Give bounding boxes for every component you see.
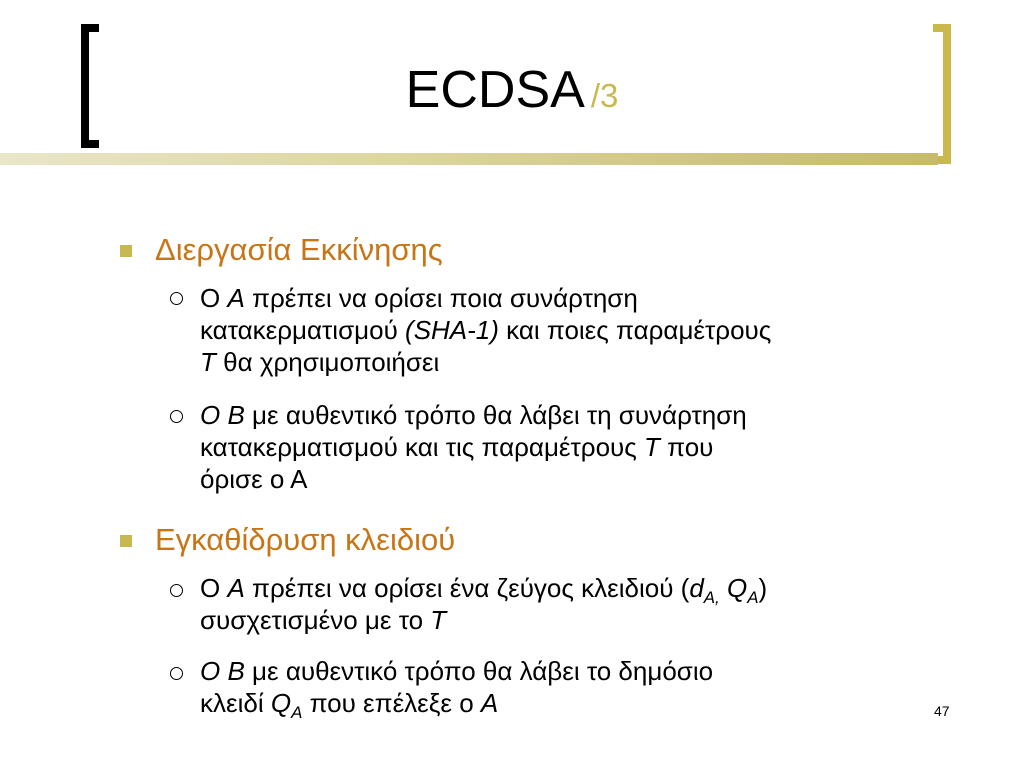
- circle-bullet-icon: [170, 292, 183, 305]
- text-segment: κλειδί: [200, 688, 271, 718]
- text-segment: συσχετισμένο με το: [200, 605, 431, 635]
- sub-bullet-text: [200, 399, 960, 495]
- sub-bullet-text: [200, 655, 960, 722]
- text-line: [200, 399, 960, 431]
- title-text: ECDSA: [405, 61, 585, 119]
- text-segment: Ο: [200, 573, 228, 603]
- circle-bullet-icon: [170, 667, 183, 680]
- text-segment: πρέπει να ορίσει ένα ζεύγος κλειδιού (: [244, 573, 690, 603]
- section-heading: Εγκαθίδρυση κλειδιού: [155, 522, 456, 557]
- text-segment: A: [291, 702, 303, 722]
- slide-title: [0, 58, 1024, 128]
- text-segment: Ο B: [200, 400, 245, 430]
- text-line: [200, 346, 960, 378]
- text-line: [200, 314, 960, 346]
- text-segment: (SHA-1): [405, 315, 499, 345]
- text-segment: με αυθεντικό τρόπο θα λάβει το δημόσιο: [244, 656, 714, 686]
- text-segment: κατακερματισμού: [200, 315, 406, 345]
- text-segment: που: [659, 432, 714, 462]
- text-line: [200, 572, 960, 607]
- text-segment: [720, 573, 727, 603]
- text-segment: A,: [703, 587, 720, 607]
- text-segment: T: [200, 347, 216, 377]
- circle-bullet-icon: [170, 410, 183, 423]
- text-segment: με αυθεντικό τρόπο θα λάβει τη συνάρτηση: [244, 400, 747, 430]
- sub-bullet-text: [200, 572, 960, 636]
- text-line: [200, 687, 960, 722]
- square-bullet-icon: [120, 535, 132, 547]
- text-segment: A: [227, 283, 245, 313]
- text-segment: Ο B: [200, 656, 245, 686]
- text-segment: A: [747, 587, 759, 607]
- section-heading: Διεργασία Εκκίνησης: [155, 232, 443, 267]
- text-line: [200, 431, 960, 463]
- title-underline-bar: [0, 153, 938, 165]
- text-line: [200, 655, 960, 687]
- text-segment: θα χρησιμοποιήσει: [215, 347, 440, 377]
- text-segment: A: [227, 573, 245, 603]
- text-segment: πρέπει να ορίσει ποια συνάρτηση: [244, 283, 638, 313]
- text-segment: που επέλεξε ο: [302, 688, 481, 718]
- text-segment: όρισε ο Α: [200, 464, 308, 494]
- text-segment: ): [758, 573, 768, 603]
- square-bullet-icon: [120, 245, 132, 257]
- text-segment: Q: [270, 688, 292, 718]
- text-segment: κατακερματισμού και τις παραμέτρους: [200, 432, 645, 462]
- text-line: [200, 282, 960, 314]
- text-segment: Ο: [200, 283, 228, 313]
- sub-bullet-text: [200, 282, 960, 378]
- title-slide-counter: /3: [590, 77, 619, 114]
- text-line: [200, 463, 960, 495]
- text-segment: Q: [726, 573, 748, 603]
- text-segment: T: [644, 432, 660, 462]
- text-segment: d: [689, 573, 704, 603]
- page-number: 47: [934, 703, 950, 719]
- text-segment: A: [480, 688, 499, 718]
- text-segment: και ποιες παραμέτρους: [498, 315, 772, 345]
- text-segment: T: [430, 605, 447, 635]
- text-line: [200, 604, 960, 636]
- circle-bullet-icon: [170, 584, 183, 597]
